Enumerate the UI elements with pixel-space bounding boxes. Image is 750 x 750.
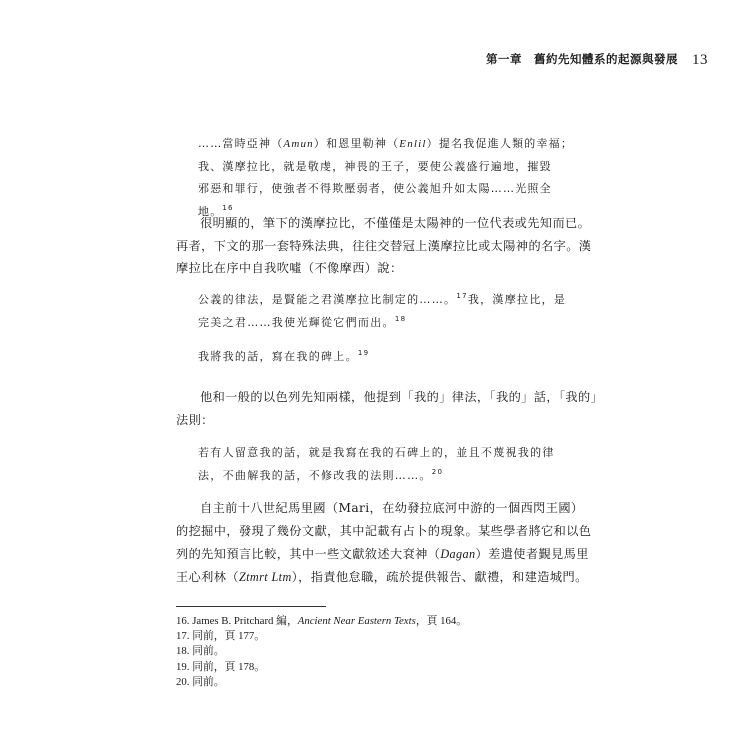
quote-line [198,465,588,488]
paragraph-text: 王心利林（ [176,570,239,584]
paragraph-line: 他和一般的以色列先知兩樣，他提到「我的」律法，「我的」話，「我的」 [200,390,604,404]
paragraph-3 [176,497,596,589]
quote-text: 地。 [198,204,223,218]
paragraph-line: 再者，下文的那一套特殊法典，往往交替冠上漢摩拉比或太陽神的名字。漢 [176,238,592,253]
quote-block-1 [198,133,588,223]
footnote-text: ，頁 164。 [415,615,468,627]
paragraph-line [176,566,596,589]
king-name: Ztmrt Ltm [238,570,292,584]
quote-text: 公義的律法，是賢能之君漢摩拉比制定的……。 [198,293,457,306]
quote-text: 我將我的話，寫在我的碑上。 [198,350,358,363]
quote-line: 邪惡和罪行，使強者不得欺壓弱者，使公義旭升如太陽……光照全 [198,182,552,195]
footnote-17: 17. 同前，頁 177。 [176,630,266,643]
paragraph-line [176,543,596,566]
running-header [0,51,708,69]
footnote-ref: 19 [357,349,370,357]
quote-line [198,133,588,156]
quote-text: 法，不曲解我的話，不修改我的法則……。 [198,468,432,482]
quote-text: ）和恩里勒神（ [313,137,400,150]
quote-block-4 [198,442,588,487]
page-number: 13 [692,52,708,68]
quote-text: 完美之君……我使光輝從它們而出。 [198,315,395,329]
footnote-20: 20. 同前。 [176,675,225,688]
quote-line: 我、漢摩拉比，就是敬虔，神畏的王子，要使公義盛行遍地，摧毀 [198,159,552,173]
paragraph-2 [176,386,604,431]
footnotes [176,614,596,690]
paragraph-text: ）差遣使者覲見馬里 [475,547,589,561]
quote-line [198,346,588,368]
paragraph-text: 列的先知預言比較，其中一些文獻敘述大袞神（ [176,547,441,561]
paragraph-line: 很明顯的，筆下的漢摩拉比，不僅僅是太陽神的一位代表或先知而已。 [200,216,591,230]
deity-name: Enlil [399,138,427,150]
footnote-divider [176,606,326,607]
deity-name: Dagan [440,547,476,561]
paragraph-line: 摩拉比在序中自我吹噓（不像摩西）說： [176,261,403,275]
quote-block-3 [198,346,588,368]
paragraph-line: 法則： [176,412,214,427]
footnote-ref: 18 [394,314,407,323]
quote-line [198,312,588,335]
book-title: Ancient Near Eastern Texts [297,615,416,627]
chapter-title: 第一章 舊約先知體系的起源與發展 [486,52,678,66]
quote-text: ）提名我促進人類的幸福； [426,137,574,150]
footnote-ref: 20 [431,467,444,476]
footnote-18: 18. 同前。 [176,645,225,658]
footnote-text: 16. James B. Pritchard 編， [176,615,298,627]
quote-text: 我，漢摩拉比，是 [467,293,567,306]
footnote-19: 19. 同前，頁 178。 [176,660,266,673]
footnote-16 [176,614,596,629]
paragraph-text: ），指責他怠職，疏於提供報告、獻禮，和建造城門。 [291,570,588,584]
quote-text: ……當時亞神（ [198,137,284,150]
quote-line [198,289,588,312]
paragraph-line: 自主前十八世紀馬里國（Mari，在幼發拉底河中游的一個西閃王國） [200,501,584,515]
paragraph-line: 的挖掘中，發現了幾份文獻，其中記載有占卜的現象。某些學者將它和以色 [176,524,592,538]
footnote-ref: 17 [456,292,468,300]
paragraph-1 [176,212,596,280]
quote-block-2 [198,289,588,334]
footnote-ref: 16 [222,203,234,212]
deity-name: Amun [283,138,314,150]
quote-line: 若有人留意我的話，就是我寫在我的石碑上的，並且不蔑視我的律 [198,446,555,459]
